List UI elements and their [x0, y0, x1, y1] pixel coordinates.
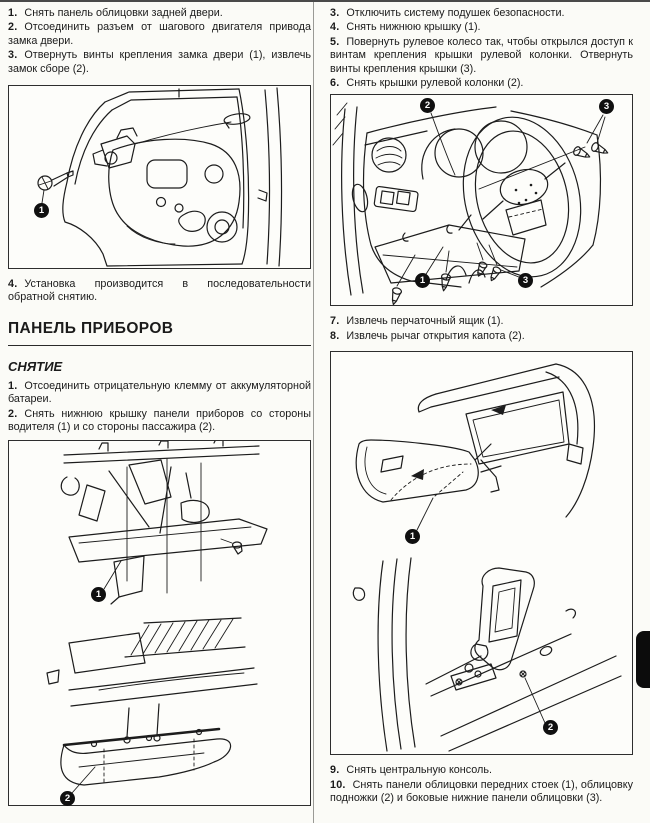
- hood-release-lever-drawing: [331, 556, 631, 754]
- callout-badge: 1: [91, 587, 106, 602]
- column-divider-rule: [313, 2, 314, 823]
- step: [8, 49, 311, 76]
- glove-box-drawing: [331, 352, 631, 556]
- figure-glovebox-hoodlever: [330, 351, 633, 755]
- section-heading: ПАНЕЛЬ ПРИБОРОВ: [8, 319, 174, 337]
- step-text: Снять крышки рулевой колонки (2).: [346, 77, 524, 90]
- left-column: [8, 7, 311, 806]
- dashboard-line-drawing: [331, 95, 631, 305]
- step-number: 4.: [8, 278, 18, 291]
- step-number: 9.: [330, 764, 340, 777]
- page-edge-tab: [636, 631, 650, 688]
- callout-badge: 3: [518, 273, 533, 288]
- step-text: Снять панель облицовки задней двери.: [24, 7, 223, 19]
- heading-rule: [8, 345, 311, 346]
- step-text: Извлечь перчаточный ящик (1).: [346, 315, 504, 328]
- screw-icon: [233, 542, 243, 554]
- glove-box-door: [356, 440, 478, 502]
- step-text: Отсоединить разъем от шагового двигателя привода замка двери.: [8, 21, 311, 47]
- subsection-heading: СНЯТИЕ: [8, 358, 63, 374]
- top-border-rule: [0, 0, 650, 2]
- step: [8, 408, 311, 435]
- step: [8, 380, 311, 407]
- step-text: Повернуть рулевое колесо так, чтобы открылся доступ к винтам крепления крышки рулевой колонки. Отвернуть винты крепления крышки (3).: [330, 35, 633, 75]
- callout-badge: 2: [543, 720, 558, 735]
- passenger-side-cover-drawing: [9, 617, 309, 805]
- step-text: Снять центральную консоль.: [346, 764, 492, 777]
- figure-rear-door-lock: [8, 85, 311, 269]
- step-number: 4.: [330, 21, 340, 34]
- step: [330, 21, 633, 34]
- air-vent-icon: [372, 138, 406, 172]
- speaker-icon: [207, 212, 237, 242]
- step-number: 1.: [8, 379, 18, 392]
- step-number: 8.: [330, 329, 340, 342]
- step-number: 5.: [330, 35, 340, 48]
- pedal-icon: [181, 501, 209, 523]
- lower-cover-panel: [61, 739, 231, 785]
- hood-lever-handle: [471, 644, 488, 660]
- callout-badge: 1: [34, 203, 49, 218]
- step-number: 3.: [330, 7, 340, 19]
- callout-badge: 2: [420, 98, 435, 113]
- screw-icon: [520, 671, 526, 677]
- screw-icon: [439, 274, 451, 292]
- driver-side-cover-drawing: [9, 441, 309, 617]
- right-column: [330, 7, 633, 806]
- screw-icon: [389, 287, 402, 305]
- step-text: Отсоединить отрицательную клемму от аккумуляторной батареи.: [8, 379, 311, 406]
- step: [8, 278, 311, 305]
- step-number: 10.: [330, 778, 346, 791]
- step: [330, 330, 633, 343]
- figure-dashboard-steering: [330, 94, 633, 306]
- step-text: Снять нижнюю крышку панели приборов со стороны водителя (1) и со стороны пассажира (2).: [8, 407, 311, 434]
- step-text: Отключить систему подушек безопасности.: [346, 7, 565, 19]
- callout-badge: 3: [599, 99, 614, 114]
- callout-badge: 2: [60, 791, 75, 806]
- step-text: Снять панели облицовки передних стоек (1), облицовку подножки (2) и боковые нижние панели облицовки (3).: [330, 778, 633, 805]
- step-number: 6.: [330, 77, 340, 90]
- screw-icon: [590, 142, 609, 157]
- step-text: Установка производится в последовательности обратной снятию.: [8, 278, 311, 304]
- step: [330, 764, 633, 777]
- rear-door-line-drawing: [9, 86, 309, 268]
- step-number: 7.: [330, 315, 340, 328]
- callout-badge: 1: [405, 529, 420, 544]
- step: [330, 315, 633, 328]
- switch-panel: [374, 187, 418, 213]
- step-text: Отвернуть винты крепления замка двери (1), извлечь замок сборе (2).: [8, 49, 311, 75]
- step: [330, 7, 633, 20]
- step-number: 2.: [8, 21, 18, 34]
- step: [330, 77, 633, 90]
- step: [8, 21, 311, 48]
- step-number: 3.: [8, 49, 18, 62]
- step-number: 2.: [8, 407, 18, 420]
- step-text: Извлечь рычаг открытия капота (2).: [346, 329, 525, 342]
- step: [8, 7, 311, 20]
- step: [330, 779, 633, 806]
- step-text: Снять нижнюю крышку (1).: [346, 21, 481, 34]
- callout-badge: 1: [415, 273, 430, 288]
- figure-lower-dash-covers: [8, 440, 311, 806]
- door-lock-assembly: [93, 128, 137, 168]
- step-number: 1.: [8, 7, 18, 19]
- step: [330, 36, 633, 76]
